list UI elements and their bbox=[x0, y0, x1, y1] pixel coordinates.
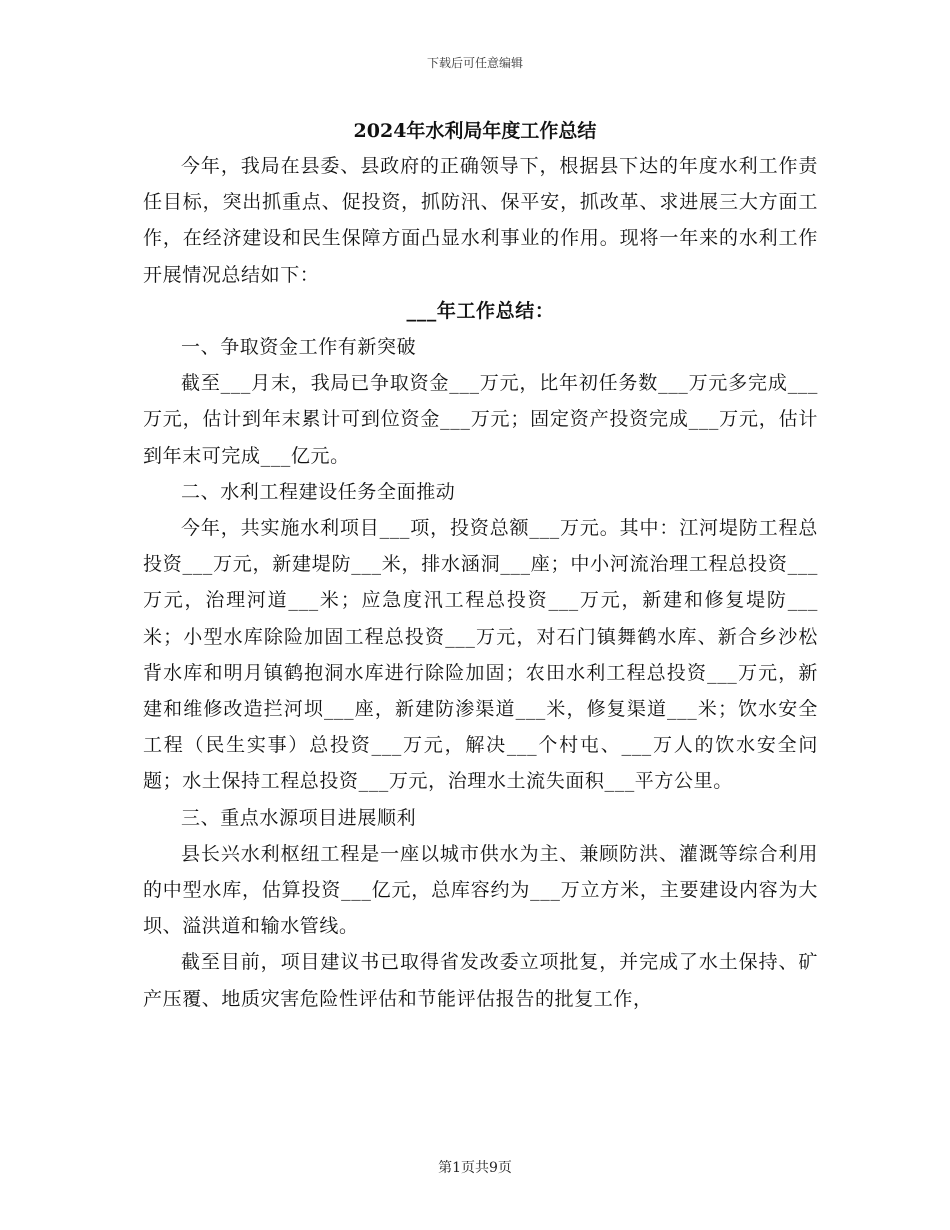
section-3-paragraph-2: 截至目前，项目建议书已取得省发改委立项批复，并完成了水土保持、矿产压覆、地质灾害危险性评估和节能评估报告的批复工作， bbox=[143, 951, 818, 1010]
document-title: 2024年水利局年度工作总结 bbox=[353, 120, 597, 142]
section-1-paragraph: 截至___月末，我局已争取资金___万元，比年初任务数___万元多完成___万元，估计到年末累计可到位资金___万元；固定资产投资完成___万元，估计到年末可完成___亿元。 bbox=[143, 372, 818, 467]
section-2-paragraph: 今年，共实施水利项目___项，投资总额___万元。其中：江河堤防工程总投资___万元，新建堤防___米，排水涵洞___座；中小河流治理工程总投资___万元，治理河道___米；应急度汛工程总投资___万元，新建和修复堤防___米；小型水库除险加固工程总投资___万元，对石门镇舞鹤水库、新合乡沙松背水库和明月镇鹤抱洞水库进行除险加固；农田水利工程总投资___万元，新建和维修改造拦河坝___座，新建防渗渠道___米，修复渠道___米；饮水安全工程（民生实事）总投资___万元，解决___个村屯、___万人的饮水安全问题；水土保持工程总投资___万元，治理水土流失面积___平方公里。 bbox=[143, 517, 818, 793]
section-1-heading: 一、争取资金工作有新突破 bbox=[181, 336, 417, 359]
page-header-note: 下载后可任意编辑 bbox=[426, 56, 523, 70]
summary-subheading: ___年工作总结： bbox=[406, 299, 555, 322]
section-3-paragraph-1: 县长兴水利枢纽工程是一座以城市供水为主、兼顾防洪、灌溉等综合利用的中型水库，估算投资___亿元，总库容约为___万立方米，主要建设内容为大坝、溢洪道和输水管线。 bbox=[143, 842, 818, 938]
section-3-heading: 三、重点水源项目进展顺利 bbox=[181, 806, 417, 829]
page-number: 第1页共9页 bbox=[438, 1160, 512, 1176]
section-2-heading: 二、水利工程建设任务全面推动 bbox=[181, 480, 456, 503]
document-body bbox=[143, 148, 818, 1017]
intro-paragraph: 今年，我局在县委、县政府的正确领导下，根据县下达的年度水利工作责任目标，突出抓重点、促投资，抓防汛、保平安，抓改革、求进展三大方面工作，在经济建设和民生保障方面凸显水利事业的作用。现将一年来的水利工作开展情况总结如下： bbox=[143, 155, 818, 286]
